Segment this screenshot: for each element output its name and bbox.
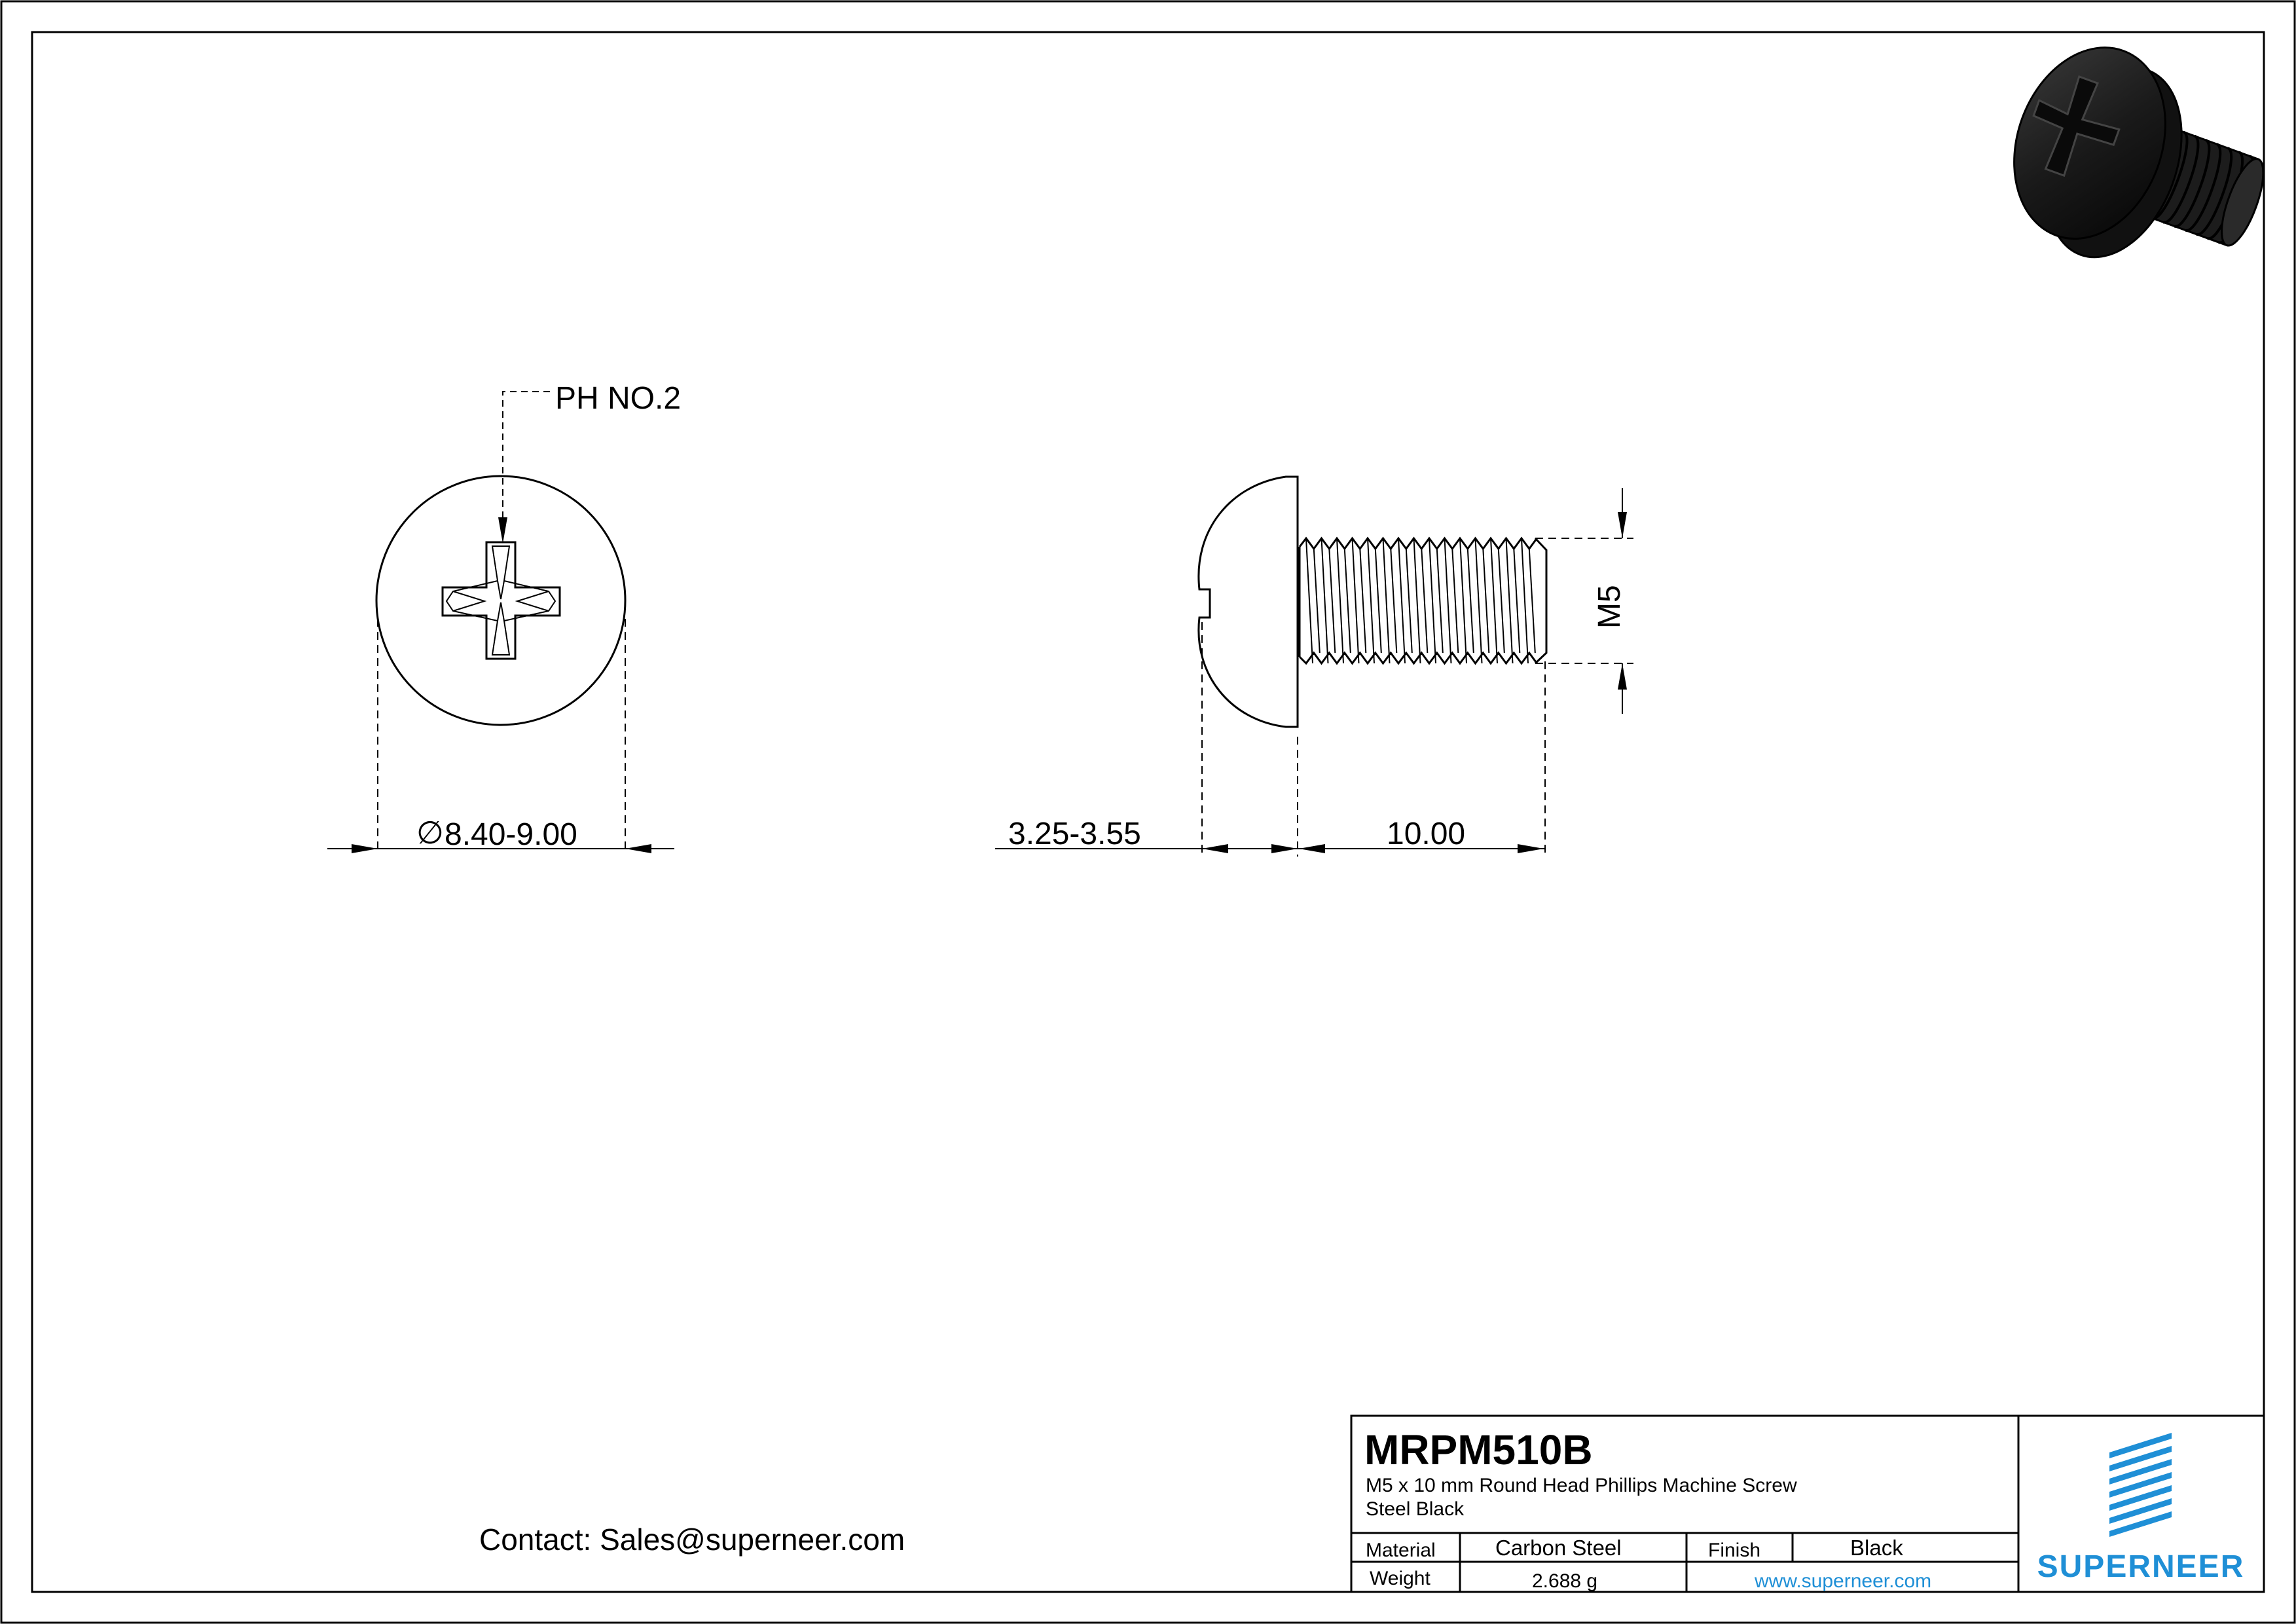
callout-label: PH NO.2 [555, 381, 682, 416]
thread-top-profile [1300, 538, 1537, 549]
phillips-recess-outer [443, 542, 560, 659]
part-number: MRPM510B [1364, 1426, 1593, 1473]
thread-bottom-profile [1300, 653, 1537, 663]
finish-label: Finish [1708, 1540, 1761, 1561]
screw-3d-render [1985, 26, 2291, 306]
title-block [1351, 1416, 2264, 1592]
thread-size-label: M5 [1592, 585, 1627, 629]
brand-logo-icon [2109, 1433, 2172, 1537]
outer-border [1, 1, 2295, 1623]
thread-crest-lines [1306, 538, 1535, 663]
diameter-symbol: ∅ [416, 816, 444, 851]
length-value: 10.00 [1387, 817, 1466, 851]
callout-leader [503, 392, 550, 544]
side-view [995, 477, 1633, 857]
material-value: Carbon Steel [1495, 1536, 1622, 1560]
finish-value: Black [1850, 1536, 1903, 1560]
brand-name: SUPERNEER [2037, 1549, 2245, 1584]
front-view [327, 381, 681, 855]
description-line-1: M5 x 10 mm Round Head Phillips Machine Screw [1366, 1475, 1797, 1496]
inner-border [32, 32, 2264, 1592]
head-outline-circle [376, 476, 625, 725]
website-link[interactable]: www.superneer.com [1755, 1570, 1932, 1592]
weight-value: 2.688 g [1532, 1570, 1598, 1592]
screw-render-head [1988, 26, 2191, 260]
contact-text: Contact: Sales@superneer.com [479, 1522, 905, 1557]
head-height-value: 3.25-3.55 [1008, 817, 1141, 851]
head-dome-outline [1199, 477, 1298, 727]
weight-label: Weight [1370, 1568, 1430, 1589]
thread-end [1535, 538, 1546, 663]
description-line-2: Steel Black [1366, 1498, 1465, 1520]
material-label: Material [1366, 1540, 1436, 1561]
diameter-value: 8.40-9.00 [445, 817, 577, 852]
phillips-recess-inner [446, 546, 555, 655]
thread-body [1300, 538, 1537, 663]
